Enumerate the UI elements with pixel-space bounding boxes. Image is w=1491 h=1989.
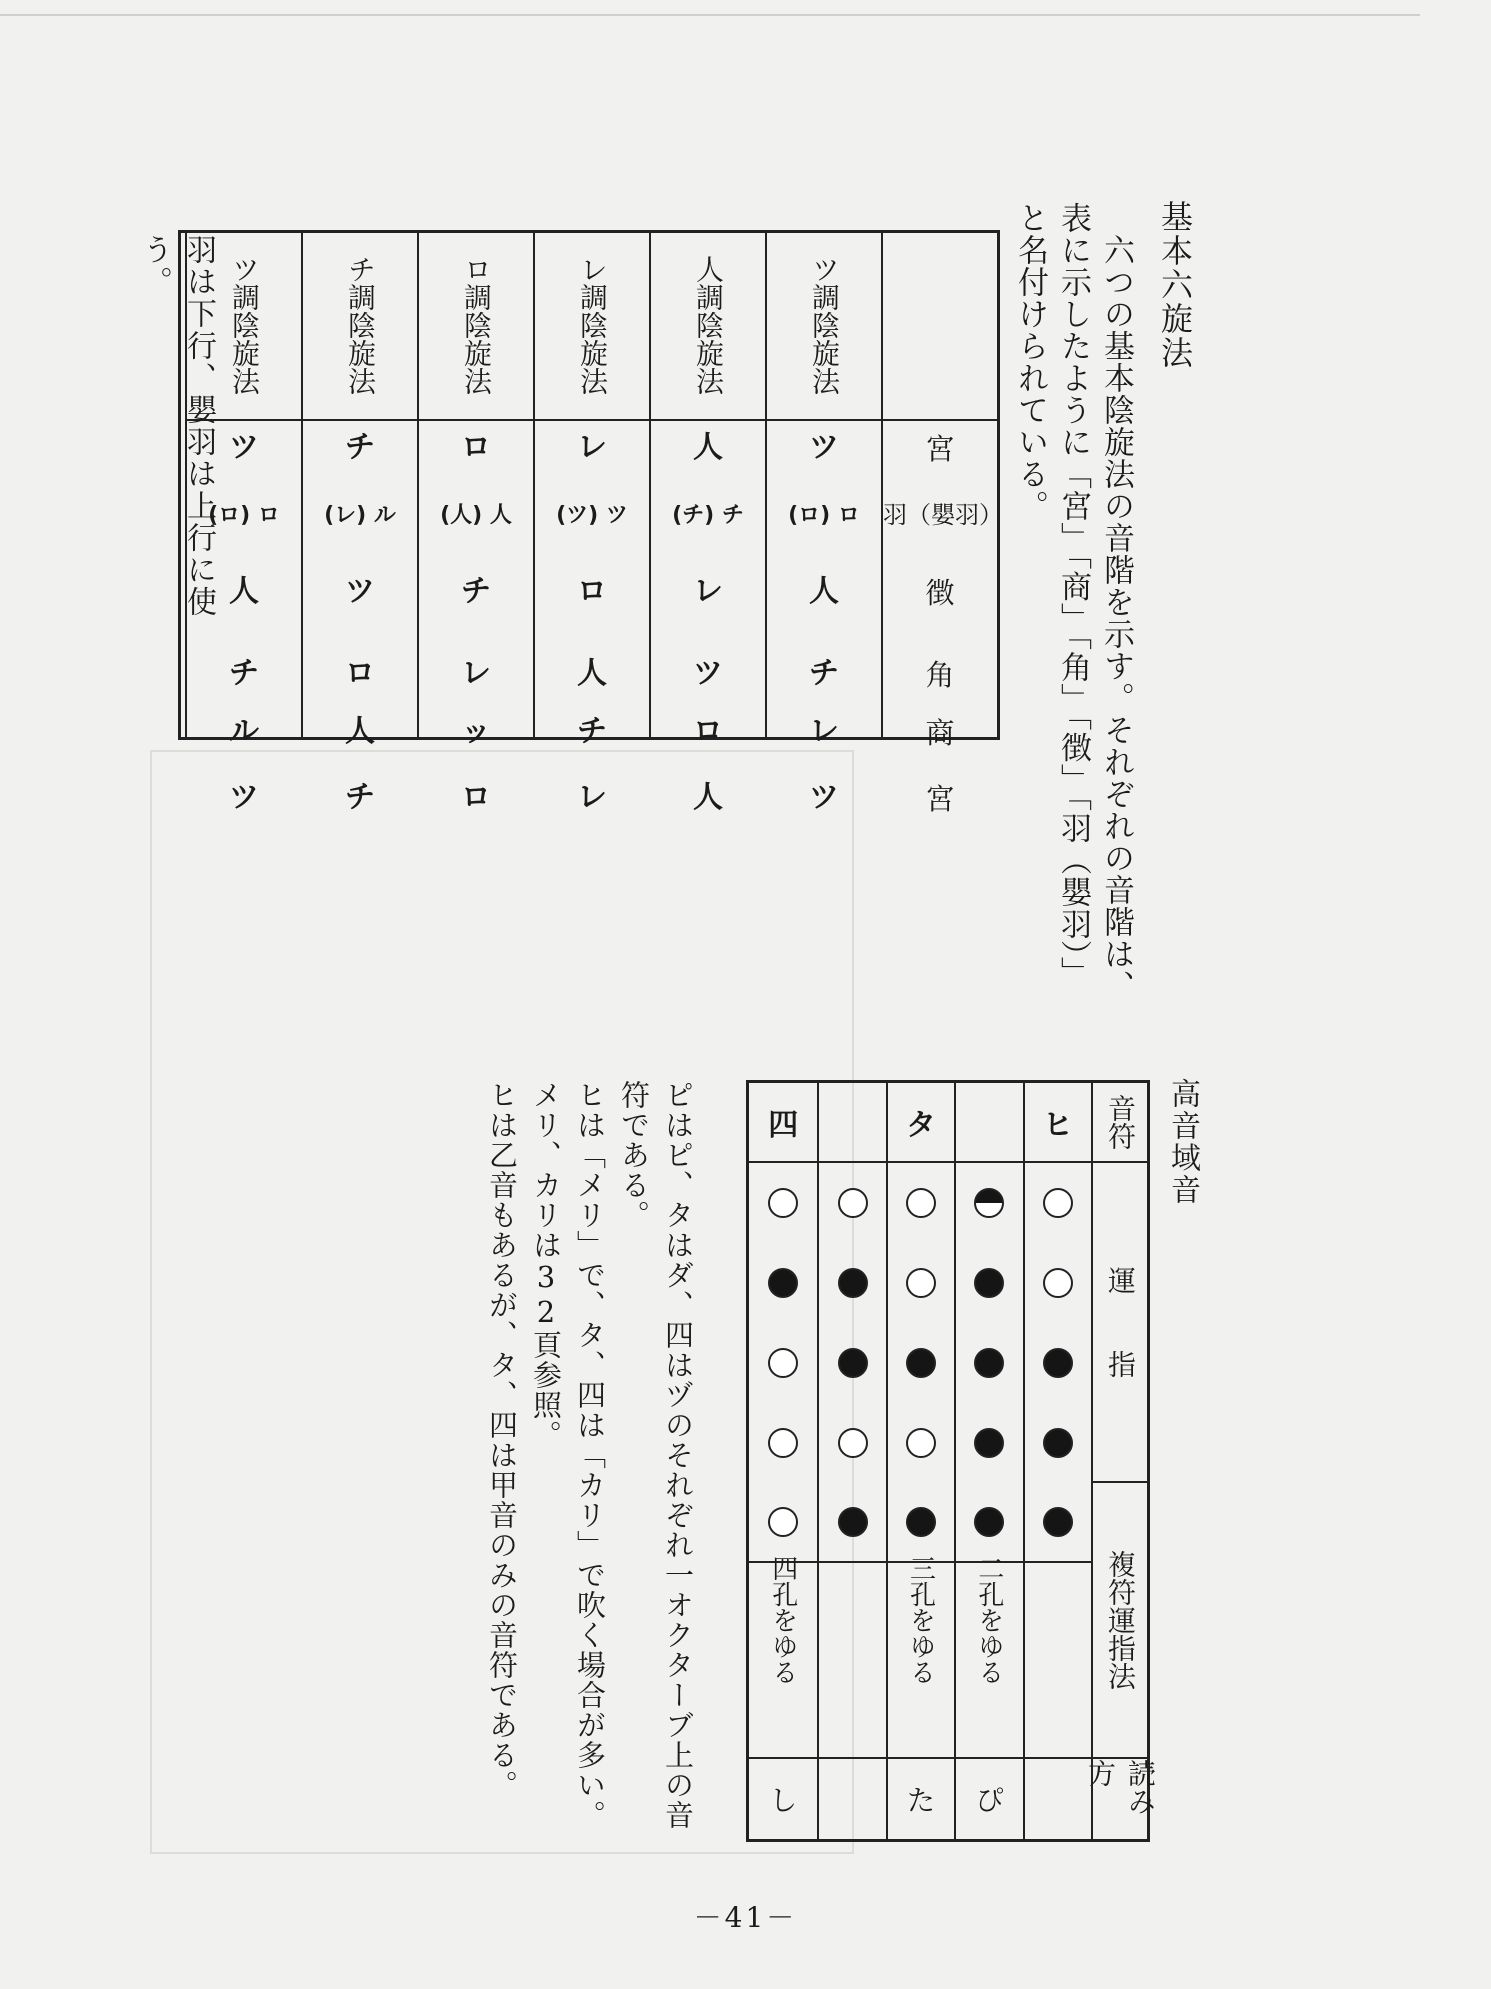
scale-note: ツ bbox=[809, 430, 839, 465]
open-hole-icon bbox=[768, 1428, 798, 1458]
hr-fingering-row bbox=[954, 1083, 1022, 1839]
scale-note: ツ bbox=[345, 574, 375, 609]
hr-complex-fingering: 二孔をゆる bbox=[973, 1555, 1004, 1685]
scale-mode-name: ロ調陰旋法 bbox=[460, 255, 493, 395]
open-hole-icon bbox=[768, 1348, 798, 1378]
scale-note: チ bbox=[809, 656, 839, 691]
scale-note: 人 bbox=[577, 656, 607, 691]
open-hole-icon bbox=[768, 1188, 798, 1218]
scale-note: チ bbox=[229, 656, 259, 691]
hr-fingering-row bbox=[749, 1083, 817, 1839]
scale-mode-name: 人調陰旋法 bbox=[692, 255, 725, 395]
scale-mode-column bbox=[301, 233, 417, 815]
closed-hole-icon bbox=[1043, 1348, 1073, 1378]
scale-note: 人 bbox=[693, 780, 723, 815]
open-hole-icon bbox=[906, 1428, 936, 1458]
hr-header-column bbox=[1084, 1083, 1157, 1839]
scale-note: ロ bbox=[693, 714, 723, 749]
hr-reading: し bbox=[769, 1784, 798, 1817]
scale-note: (ロ) ロ bbox=[208, 503, 280, 528]
hr-header-fingering: 運 指 bbox=[1104, 1266, 1137, 1378]
scale-mode-name: ツ調陰旋法 bbox=[228, 255, 261, 395]
section-title-high-register: 高音域音 bbox=[1165, 1078, 1200, 1206]
closed-hole-icon bbox=[838, 1348, 868, 1378]
scale-note: レ bbox=[693, 574, 723, 609]
closed-hole-icon bbox=[906, 1348, 936, 1378]
scale-degree: 商 bbox=[925, 716, 955, 750]
open-hole-icon bbox=[906, 1268, 936, 1298]
half-hole-icon bbox=[974, 1188, 1004, 1218]
scale-note: (チ) チ bbox=[672, 503, 744, 528]
hr-note-symbol: ヒ bbox=[1042, 1108, 1073, 1143]
scale-note: 人 bbox=[809, 574, 839, 609]
scale-mode-column bbox=[417, 233, 533, 815]
note-line-1: ピはピ、タはダ、四はヅのそれぞれ一オクターブ上の音符である。 bbox=[617, 1080, 695, 1830]
note-line-3: ヒは乙音もあるが、タ、四は甲音のみの音符である。 bbox=[485, 1080, 519, 1800]
open-hole-icon bbox=[906, 1188, 936, 1218]
scale-degree: 宮 bbox=[925, 782, 955, 816]
scale-note: ッ bbox=[461, 714, 491, 749]
open-hole-icon bbox=[1043, 1188, 1073, 1218]
open-hole-icon bbox=[838, 1428, 868, 1458]
hr-fingering-row bbox=[1023, 1083, 1091, 1839]
scale-note: (レ) ル bbox=[324, 503, 396, 528]
scale-mode-name: ツ調陰旋法 bbox=[808, 255, 841, 395]
open-hole-icon bbox=[838, 1188, 868, 1218]
top-edge-line bbox=[0, 14, 1420, 16]
scale-mode-column bbox=[649, 233, 765, 815]
hr-note-symbol: 四 bbox=[768, 1108, 799, 1143]
scale-mode-column bbox=[533, 233, 649, 815]
page-number: －41－ bbox=[693, 1901, 798, 1934]
hr-header-complex: 複符運指法 bbox=[1104, 1550, 1137, 1690]
scale-note: ツ bbox=[229, 780, 259, 815]
closed-hole-icon bbox=[974, 1348, 1004, 1378]
scale-note: ツ bbox=[229, 430, 259, 465]
hr-complex-fingering: 三孔をゆる bbox=[905, 1555, 936, 1685]
scale-note: 人 bbox=[229, 574, 259, 609]
scale-note: (ツ) ツ bbox=[556, 503, 628, 528]
scale-note: レ bbox=[577, 430, 607, 465]
scale-degree: 宮 bbox=[925, 432, 955, 466]
hr-header-reading: 読み方 bbox=[1084, 1759, 1157, 1815]
hr-reading: ぴ bbox=[975, 1784, 1004, 1817]
closed-hole-icon bbox=[974, 1428, 1004, 1458]
scale-note: (ロ) ロ bbox=[788, 503, 860, 528]
intro-paragraph: 六つの基本陰旋法の音階を示す。それぞれの音階は、表に示したように「宮」「商」「角」「徴」「羽（嬰羽）」と名付けられている。 bbox=[1012, 202, 1134, 1002]
closed-hole-icon bbox=[768, 1268, 798, 1298]
note-line-2: ヒは「メリ」で、タ、四は「カリ」で吹く場合が多い。メリ、カリは32頁参照。 bbox=[529, 1080, 607, 1830]
scale-note: 人 bbox=[693, 430, 723, 465]
hr-reading: た bbox=[906, 1784, 935, 1817]
high-register-table bbox=[746, 1080, 1157, 1842]
scale-degree: 徴 bbox=[925, 576, 955, 610]
scale-note: ツ bbox=[693, 656, 723, 691]
scale-note: チ bbox=[461, 574, 491, 609]
scale-note: (人) 人 bbox=[440, 503, 512, 528]
scale-mode-name: レ調陰旋法 bbox=[576, 255, 609, 395]
scale-note: ル bbox=[229, 714, 259, 749]
scale-degree: 角 bbox=[925, 658, 955, 692]
scale-note: チ bbox=[345, 430, 375, 465]
hr-fingering-row bbox=[886, 1083, 954, 1839]
scale-mode-name: チ調陰旋法 bbox=[344, 255, 377, 395]
hr-fingering-row bbox=[817, 1083, 885, 1839]
scale-note: チ bbox=[577, 714, 607, 749]
open-hole-icon bbox=[1043, 1268, 1073, 1298]
scale-note: レ bbox=[577, 780, 607, 815]
scale-note: チ bbox=[345, 780, 375, 815]
scale-note: ロ bbox=[577, 574, 607, 609]
scale-header-blank bbox=[883, 233, 997, 421]
fingering-notes bbox=[480, 1080, 700, 1840]
scale-note: ロ bbox=[461, 780, 491, 815]
scale-degree: 羽（嬰羽） bbox=[883, 501, 1003, 529]
scale-mode-column bbox=[765, 233, 881, 815]
scale-note: レ bbox=[461, 656, 491, 691]
hr-header-note: 音符 bbox=[1104, 1094, 1137, 1150]
scale-degree-column bbox=[881, 233, 1003, 816]
closed-hole-icon bbox=[974, 1268, 1004, 1298]
scale-note: ロ bbox=[461, 430, 491, 465]
scale-table bbox=[178, 230, 1003, 816]
closed-hole-icon bbox=[838, 1268, 868, 1298]
closed-hole-icon bbox=[1043, 1428, 1073, 1458]
scale-note: ロ bbox=[345, 656, 375, 691]
section-title-basic-scales: 基本六旋法 bbox=[1156, 200, 1194, 370]
hr-complex-fingering: 四孔をゆる bbox=[767, 1555, 798, 1685]
scale-note: レ bbox=[809, 714, 839, 749]
scale-note: 人 bbox=[345, 714, 375, 749]
scale-note: ツ bbox=[809, 780, 839, 815]
bottom-note: 羽は下行、嬰羽は上行に使う。 bbox=[137, 234, 216, 618]
hr-note-symbol: タ bbox=[905, 1108, 936, 1143]
